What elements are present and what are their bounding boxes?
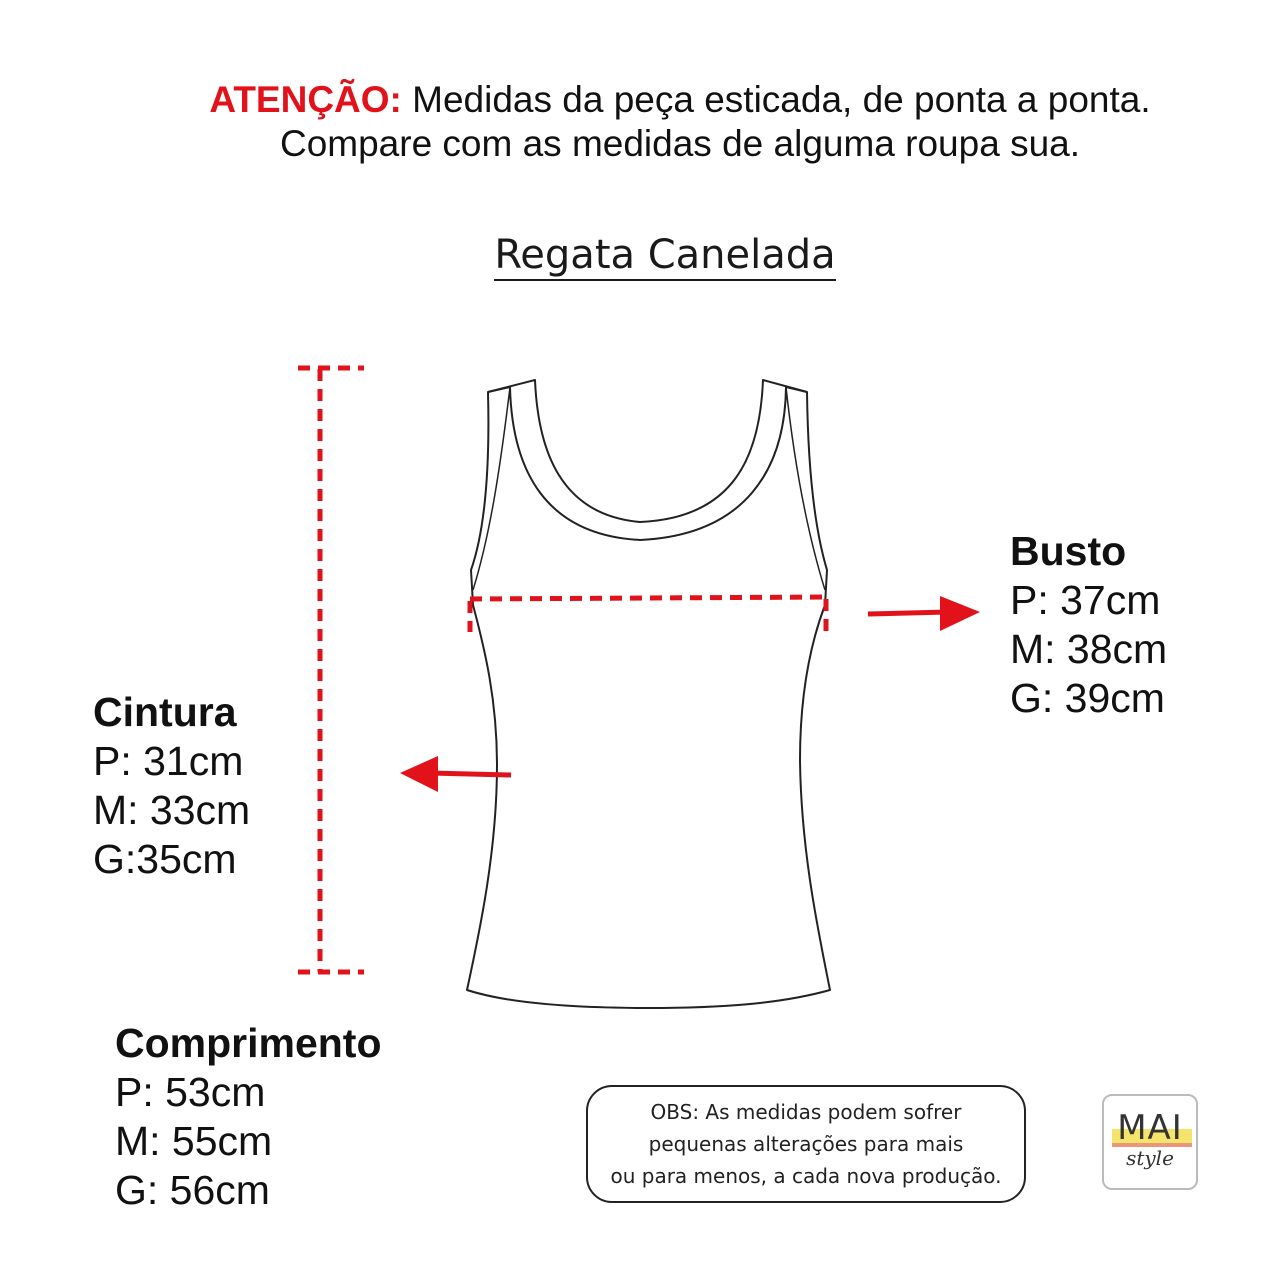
- cintura-size-m: M: 33cm: [93, 787, 251, 833]
- busto-heading: Busto: [1010, 528, 1127, 574]
- cintura-size-p: P: 31cm: [93, 738, 244, 784]
- comprimento-measurements: [115, 1019, 382, 1215]
- obs-line-2: pequenas alterações para mais: [648, 1132, 964, 1156]
- arrow-left-icon: [400, 756, 511, 792]
- arrow-right-icon: [868, 596, 980, 631]
- obs-note: [586, 1085, 1026, 1203]
- notice-text-1: Medidas da peça esticada, de ponta a ponta.: [401, 79, 1151, 120]
- comprimento-size-m: M: 55cm: [115, 1118, 273, 1164]
- busto-size-m: M: 38cm: [1010, 626, 1168, 672]
- busto-measurements: [1010, 527, 1167, 723]
- notice-line-2: Compare com as medidas de alguma roupa sua.: [279, 123, 1081, 164]
- cintura-heading: Cintura: [93, 689, 237, 735]
- busto-size-g: G: 39cm: [1010, 675, 1165, 721]
- length-measure-line: [298, 368, 364, 972]
- tank-top-outline-icon: [467, 380, 830, 1008]
- busto-size-p: P: 37cm: [1010, 577, 1161, 623]
- notice-label: ATENÇÃO:: [209, 79, 402, 120]
- logo-script-text: style: [1126, 1146, 1174, 1170]
- product-title-text: Regata Canelada: [494, 232, 835, 281]
- comprimento-heading: Comprimento: [115, 1020, 382, 1066]
- comprimento-size-p: P: 53cm: [115, 1069, 266, 1115]
- logo-main-text: MAI: [1117, 1108, 1183, 1148]
- cintura-measurements: [93, 688, 250, 884]
- obs-line-1: OBS: As medidas podem sofrer: [650, 1100, 962, 1124]
- cintura-size-g: G:35cm: [93, 836, 237, 882]
- comprimento-size-g: G: 56cm: [115, 1167, 270, 1213]
- brand-logo: [1102, 1094, 1198, 1190]
- obs-line-3: ou para menos, a cada nova produção.: [610, 1164, 1002, 1188]
